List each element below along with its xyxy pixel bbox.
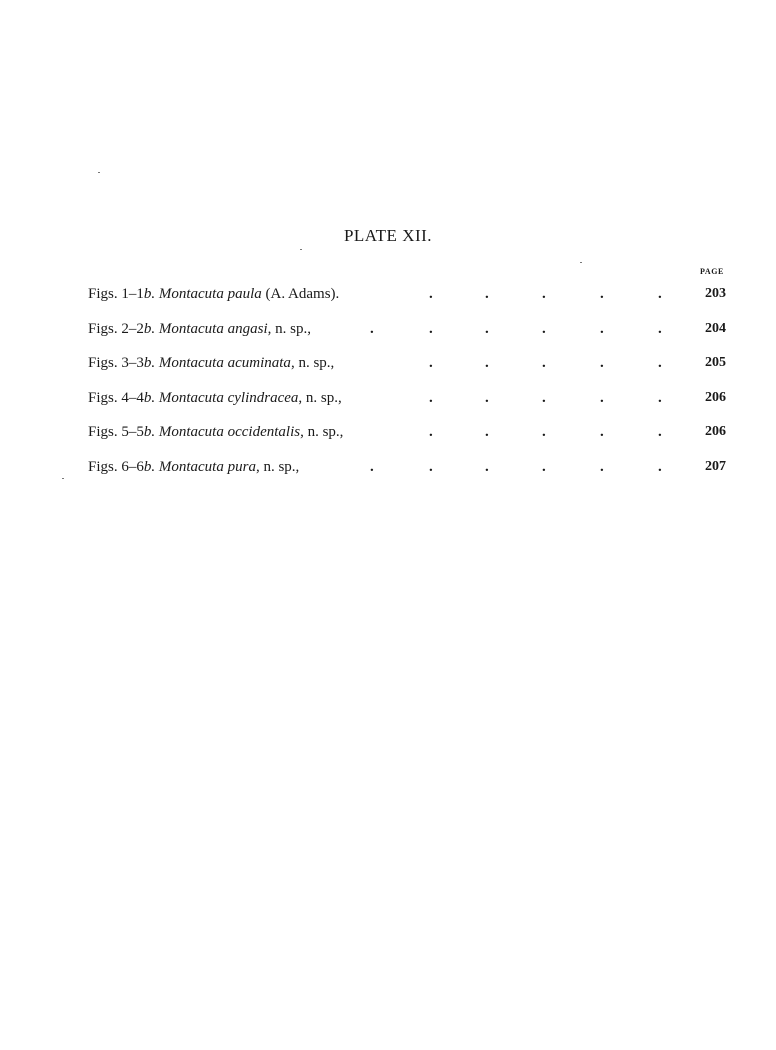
leader-dot: . bbox=[658, 389, 662, 406]
leader-dot: . bbox=[429, 320, 433, 337]
figure-entry bbox=[88, 317, 726, 352]
leader-dot: . bbox=[658, 458, 662, 475]
leader-dot: . bbox=[658, 286, 662, 302]
leader-dot: . bbox=[429, 424, 433, 441]
entry-figs-suffix: b. bbox=[143, 458, 156, 475]
leader-dot: . bbox=[542, 424, 546, 441]
entry-species: cylindracea bbox=[227, 389, 299, 406]
leader-dot: . bbox=[542, 355, 546, 372]
leader-dot: . bbox=[485, 458, 489, 475]
leader-dot: . bbox=[429, 286, 433, 302]
plate-figure-list bbox=[88, 282, 726, 490]
entry-page-number: 206 bbox=[705, 389, 726, 405]
leader-dot: . bbox=[658, 320, 662, 337]
entry-rest: , n. sp., bbox=[298, 389, 342, 406]
figure-entry bbox=[88, 455, 726, 490]
entry-rest: , n. sp., bbox=[267, 320, 311, 337]
figure-entry bbox=[88, 420, 726, 455]
entry-genus: Montacuta bbox=[158, 389, 224, 406]
leader-dot: . bbox=[600, 286, 604, 302]
entry-genus: Montacuta bbox=[158, 458, 224, 475]
entry-figs: Figs. 4–4 bbox=[88, 389, 144, 406]
entry-figs: Figs. 2–2 bbox=[88, 320, 144, 337]
entry-rest: (A. Adams). bbox=[261, 286, 340, 302]
entry-page-number: 204 bbox=[705, 320, 726, 336]
leader-dot: . bbox=[600, 389, 604, 406]
entry-figs: Figs. 1–1 bbox=[88, 286, 144, 302]
entry-genus: Montacuta bbox=[158, 424, 224, 441]
page-speck bbox=[62, 478, 64, 479]
page-speck bbox=[98, 172, 100, 173]
figure-entry bbox=[88, 386, 726, 421]
leader-dot: . bbox=[429, 458, 433, 475]
dot-leaders bbox=[88, 351, 726, 375]
leader-dot: . bbox=[542, 458, 546, 475]
leader-dot: . bbox=[485, 355, 489, 372]
page-column-header: PAGE bbox=[699, 267, 724, 276]
leader-dot: . bbox=[600, 355, 604, 372]
leader-dot: . bbox=[485, 424, 489, 441]
leader-dot: . bbox=[658, 355, 662, 372]
entry-genus: Montacuta bbox=[158, 355, 224, 372]
figure-entry bbox=[88, 351, 726, 386]
entry-species: angasi bbox=[227, 320, 268, 337]
entry-species: paula bbox=[227, 286, 262, 302]
dot-leaders bbox=[88, 317, 726, 341]
leader-dot: . bbox=[542, 320, 546, 337]
entry-species: pura bbox=[227, 458, 256, 475]
entry-rest: , n. sp., bbox=[255, 458, 300, 475]
page-speck bbox=[300, 249, 302, 250]
entry-figs-suffix: b. bbox=[143, 320, 156, 337]
dot-leaders bbox=[88, 282, 726, 306]
entry-page-number: 205 bbox=[705, 355, 726, 371]
page-speck bbox=[580, 262, 582, 263]
leader-dot: . bbox=[542, 286, 546, 302]
leader-dot: . bbox=[600, 320, 604, 337]
entry-figs-suffix: b. bbox=[143, 355, 156, 372]
entry-figs-suffix: b. bbox=[143, 389, 156, 406]
entry-figs: Figs. 6–6 bbox=[88, 458, 144, 475]
leader-dot: . bbox=[542, 389, 546, 406]
entry-species: occidentalis bbox=[227, 424, 301, 441]
dot-leaders bbox=[88, 386, 726, 410]
leader-dot: . bbox=[485, 389, 489, 406]
dot-leaders bbox=[88, 420, 726, 444]
entry-rest: , n. sp., bbox=[290, 355, 335, 372]
leader-dot: . bbox=[370, 320, 374, 337]
entry-page-number: 207 bbox=[705, 458, 726, 474]
entry-figs-suffix: b. bbox=[143, 424, 156, 441]
entry-page-number: 206 bbox=[705, 424, 726, 440]
entry-figs: Figs. 3–3 bbox=[88, 355, 144, 372]
entry-genus: Montacuta bbox=[158, 286, 224, 302]
leader-dot: . bbox=[429, 389, 433, 406]
figure-entry bbox=[88, 282, 726, 317]
leader-dot: . bbox=[600, 424, 604, 441]
leader-dot: . bbox=[429, 355, 433, 372]
leader-dot: . bbox=[485, 286, 489, 302]
dot-leaders bbox=[88, 455, 726, 479]
entry-species: acuminata bbox=[227, 355, 291, 372]
entry-figs: Figs. 5–5 bbox=[88, 424, 144, 441]
entry-genus: Montacuta bbox=[158, 320, 224, 337]
leader-dot: . bbox=[658, 424, 662, 441]
entry-figs-suffix: b. bbox=[143, 286, 156, 302]
entry-page-number: 203 bbox=[705, 286, 726, 301]
leader-dot: . bbox=[485, 320, 489, 337]
leader-dot: . bbox=[370, 458, 374, 475]
leader-dot: . bbox=[600, 458, 604, 475]
plate-title: PLATE XII. bbox=[343, 226, 433, 245]
entry-rest: , n. sp., bbox=[300, 424, 344, 441]
